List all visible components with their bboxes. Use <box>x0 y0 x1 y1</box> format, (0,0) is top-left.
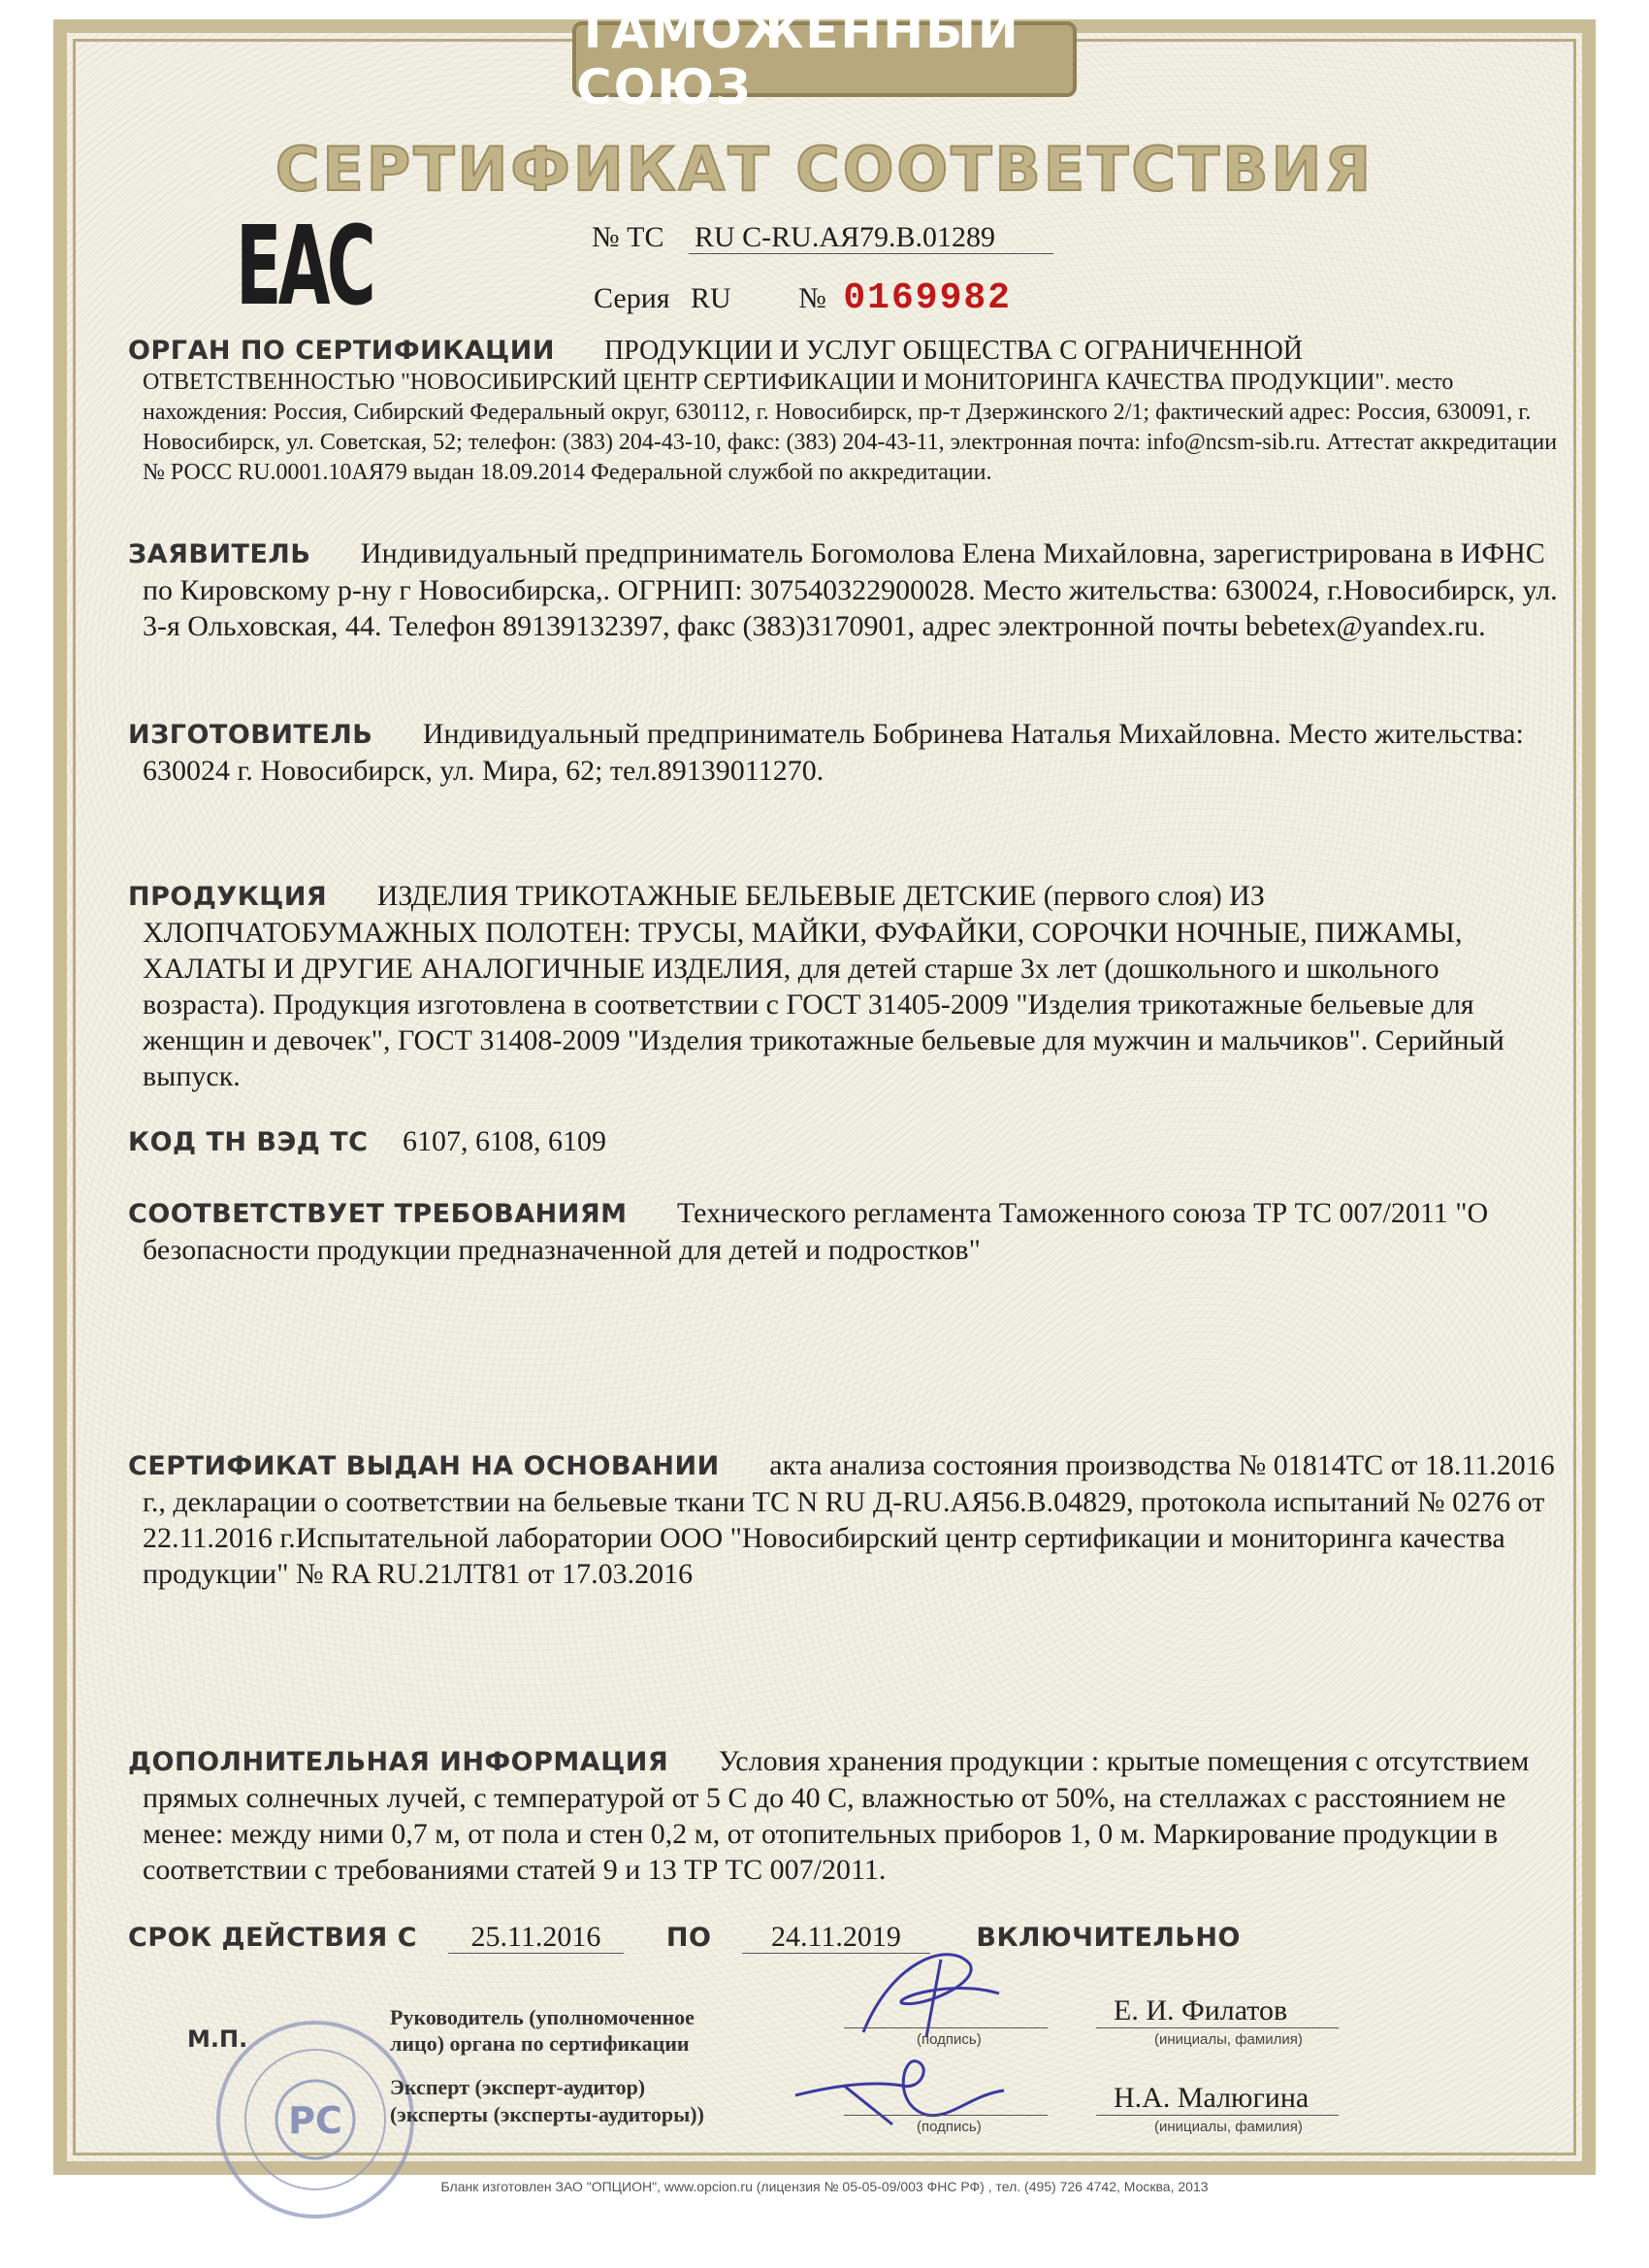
basis-text: акта анализа состояния производства № 01814ТС от 18.11.2016 г., декларации о соответствии на бельевые ткани ТС N RU Д-RU.АЯ56.В.04829, протокола испытаний № 0276 от 22.11.2016 г.Испытательной лаборатории ООО "Новосибирский центр сертификации и мониторинга качества продукции" № RA RU.21ЛТ81 от 17.03.2016 <box>143 1449 1555 1590</box>
validity-from: 25.11.2016 <box>448 1921 625 1954</box>
head-sign-caption: (подпись) <box>917 2031 982 2048</box>
validity-line <box>128 1921 1241 1954</box>
series-label: Серия <box>594 282 670 314</box>
validity-to-label: ПО <box>665 1923 712 1953</box>
product-section <box>128 878 1559 1094</box>
applicant-section <box>128 535 1559 644</box>
product-label: ПРОДУКЦИЯ <box>128 882 328 912</box>
tc-label: № ТС <box>592 221 664 253</box>
applicant-label: ЗАЯВИТЕЛЬ <box>128 539 311 569</box>
number-label: № <box>798 282 826 314</box>
organ-label: ОРГАН ПО СЕРТИФИКАЦИИ <box>128 336 555 366</box>
basis-section <box>128 1447 1559 1592</box>
manufacturer-text: Индивидуальный предприниматель Бобринева Наталья Михайловна. Место жительства: 630024 г. Новосибирск, ул. Мира, 62; тел.89139011270. <box>143 718 1524 787</box>
code-value: 6107, 6108, 6109 <box>402 1125 606 1157</box>
expert-sign-line <box>844 2115 1048 2116</box>
applicant-text: Индивидуальный предприниматель Богомолова Елена Михайловна, зарегистрирована в ИФНС по Кировскому р-ну г Новосибирска,. ОГРНИП: 307540322900028. Место жительства: 630024, г.Новосибирск, ул. 3-я Ольховская, 44. Телефон 89139132397, факс (383)3170901, адрес электронной почты bebetex@yandex.ru. <box>143 537 1558 642</box>
form-footer: Бланк изготовлен ЗАО "ОПЦИОН", www.opcion.ru (лицензия № 05-05-09/003 ФНС РФ) , тел. (495) 726 4742, Москва, 2013 <box>440 2179 1209 2194</box>
stamp-center-text: РС <box>288 2099 342 2142</box>
banner-text: ТАМОЖЕННЫЙ СОЮЗ <box>576 3 1020 115</box>
mp-label: М.П. <box>187 2025 248 2053</box>
expert-role: Эксперт (эксперт-аудитор) (эксперты (эксперты-аудиторы)) <box>390 2075 704 2126</box>
head-name: Е. И. Филатов <box>1114 1994 1288 2026</box>
head-name-line <box>1096 2027 1339 2028</box>
complies-text: Технического регламента Таможенного союза ТР ТС 007/2011 "О безопасности продукции предназначенной для детей и подростков" <box>143 1197 1489 1266</box>
tc-number: RU C-RU.АЯ79.В.01289 <box>689 221 1053 254</box>
head-role: Руководитель (уполномоченное лицо) органа по сертификации <box>390 2005 695 2056</box>
additional-label: ДОПОЛНИТЕЛЬНАЯ ИНФОРМАЦИЯ <box>128 1747 669 1777</box>
organ-line1: ПРОДУКЦИИ И УСЛУГ ОБЩЕСТВА С ОГРАНИЧЕННОЙ <box>603 336 1304 366</box>
validity-inclusive: ВКЛЮЧИТЕЛЬНО <box>976 1923 1241 1953</box>
expert-name-caption: (инициалы, фамилия) <box>1154 2119 1303 2135</box>
tc-number-line <box>592 221 1053 254</box>
code-label: КОД ТН ВЭД ТС <box>128 1127 369 1157</box>
customs-union-banner <box>572 3 1077 115</box>
organ-section <box>128 335 1559 488</box>
head-name-caption: (инициалы, фамилия) <box>1154 2031 1303 2048</box>
expert-name: Н.А. Малюгина <box>1114 2082 1310 2114</box>
form-number: 0169982 <box>843 277 1012 319</box>
additional-text: Условия хранения продукции : крытые помещения с отсутствием прямых солнечных лучей, с температурой от 5 С до 40 С, влажностью от 50%, на стеллажах с расстоянием не менее: между ними 0,7 м, от пола и стен 0,2 м, от отопительных приборов 1, 0 м. Маркирование продукции в соответствии с требованиями статей 9 и 13 ТР ТС 007/2011. <box>143 1745 1530 1886</box>
manufacturer-section <box>128 716 1559 789</box>
series-value: RU <box>691 282 731 314</box>
eac-mark: ЕАС <box>236 204 372 330</box>
expert-name-line <box>1096 2115 1339 2116</box>
validity-to: 24.11.2019 <box>742 1921 930 1954</box>
complies-label: СООТВЕТСТВУЕТ ТРЕБОВАНИЯМ <box>128 1199 628 1229</box>
product-text: ИЗДЕЛИЯ ТРИКОТАЖНЫЕ БЕЛЬЕВЫЕ ДЕТСКИЕ (первого слоя) ИЗ ХЛОПЧАТОБУМАЖНЫХ ПОЛОТЕН: ТРУСЫ, МАЙКИ, ФУФАЙКИ, СОРОЧКИ НОЧНЫЕ, ПИЖАМЫ, ХАЛАТЫ И ДРУГИЕ АНАЛОГИЧНЫЕ ИЗДЕЛИЯ, для детей старше 3х лет (дошкольного и школьного возраста). Продукция изготовлена в соответствии с ГОСТ 31405-2009 "Изделия трикотажные бельевые для женщин и девочек", ГОСТ 31408-2009 "Изделия трикотажные бельевые для мужчин и мальчиков". Серийный выпуск. <box>143 880 1504 1092</box>
organ-details: ОТВЕТСТВЕННОСТЬЮ "НОВОСИБИРСКИЙ ЦЕНТР СЕРТИФИКАЦИИ И МОНИТОРИНГА КАЧЕСТВА ПРОДУКЦИИ". место нахождения: Россия, Сибирский Федеральный округ, 630112, г. Новосибирск, пр-т Дзержинского 2/1; фактический адрес: Россия, 630091, г. Новосибирск, ул. Советская, 52; телефон: (383) 204-43-10, факс: (383) 204-43-11, электронная почта: info@ncsm-sib.ru. Аттестат аккредитации № РОСС RU.0001.10АЯ79 выдан 18.09.2014 Федеральной службой по аккредитации. <box>143 370 1558 485</box>
additional-section <box>128 1743 1559 1888</box>
certificate-title: СЕРТИФИКАТ СООТВЕТСТВИЯ <box>275 134 1374 205</box>
manufacturer-label: ИЗГОТОВИТЕЛЬ <box>128 720 373 750</box>
expert-sign-caption: (подпись) <box>917 2119 982 2135</box>
expert-signature <box>786 2047 1018 2134</box>
validity-from-label: СРОК ДЕЙСТВИЯ С <box>128 1923 418 1953</box>
head-sign-line <box>844 2027 1048 2028</box>
series-line <box>594 277 1012 319</box>
basis-label: СЕРТИФИКАТ ВЫДАН НА ОСНОВАНИИ <box>128 1451 720 1481</box>
code-line <box>128 1125 606 1158</box>
complies-section <box>128 1195 1559 1268</box>
